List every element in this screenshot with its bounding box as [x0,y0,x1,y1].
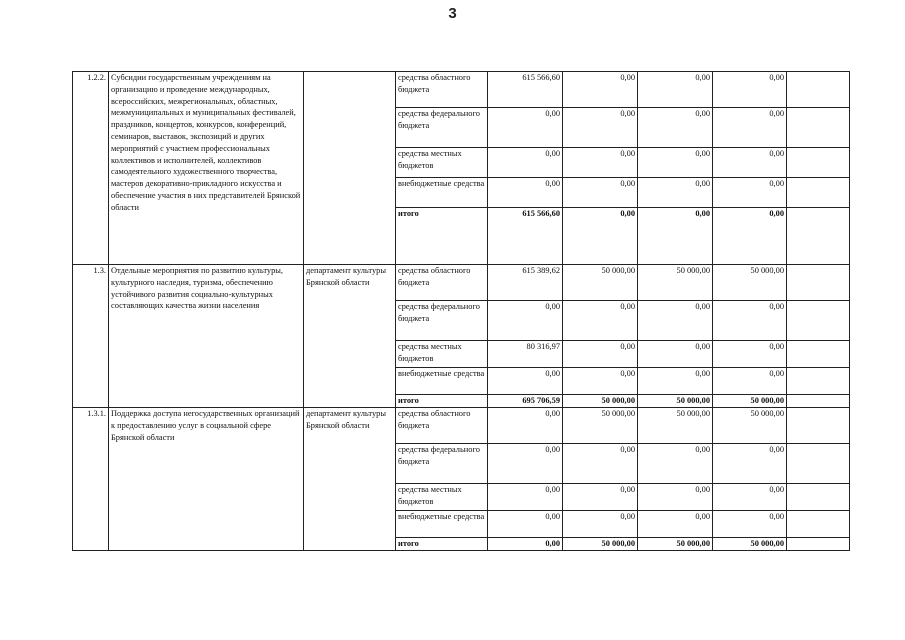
funding-value: 0,00 [488,178,563,208]
funding-value: 0,00 [563,341,638,368]
funding-value: 50 000,00 [638,408,713,444]
funding-source-label: итого [396,538,488,551]
funding-value: 0,00 [488,148,563,178]
funding-value: 0,00 [563,208,638,265]
item-number: 1.3.1. [73,408,109,551]
funding-source-label: средства федерального бюджета [396,301,488,341]
empty-cell [787,108,850,148]
funding-value: 0,00 [488,108,563,148]
funding-value: 0,00 [563,511,638,538]
funding-source-label: средства областного бюджета [396,265,488,301]
funding-value: 0,00 [488,511,563,538]
funding-value: 0,00 [488,444,563,484]
funding-value: 50 000,00 [713,538,787,551]
funding-source-label: средства федерального бюджета [396,444,488,484]
funding-value: 0,00 [638,484,713,511]
empty-cell [787,395,850,408]
item-executor [304,72,396,265]
funding-value: 50 000,00 [713,408,787,444]
funding-value: 0,00 [713,484,787,511]
funding-value: 50 000,00 [563,538,638,551]
funding-value: 50 000,00 [563,408,638,444]
funding-value: 0,00 [488,408,563,444]
empty-cell [787,208,850,265]
funding-source-label: внебюджетные средства [396,511,488,538]
funding-value: 0,00 [638,108,713,148]
item-executor: департамент культуры Брянской области [304,408,396,551]
funding-value: 0,00 [563,148,638,178]
table-row [73,72,850,108]
empty-cell [787,265,850,301]
funding-source-label: средства федерального бюджета [396,108,488,148]
funding-source-label: средства областного бюджета [396,408,488,444]
funding-value: 0,00 [563,484,638,511]
empty-cell [787,301,850,341]
funding-source-label: средства местных бюджетов [396,484,488,511]
funding-value: 0,00 [488,368,563,395]
budget-table [72,71,850,551]
funding-source-label: средства областного бюджета [396,72,488,108]
empty-cell [787,178,850,208]
funding-value: 0,00 [713,368,787,395]
empty-cell [787,484,850,511]
funding-value: 695 706,59 [488,395,563,408]
funding-value: 0,00 [488,538,563,551]
funding-value: 0,00 [638,444,713,484]
funding-value: 0,00 [563,108,638,148]
funding-value: 0,00 [713,341,787,368]
table-row [73,265,850,301]
funding-value: 0,00 [713,511,787,538]
funding-value: 50 000,00 [713,265,787,301]
funding-value: 0,00 [638,72,713,108]
funding-value: 0,00 [563,301,638,341]
item-name: Субсидии государственным учреждениям на организацию и проведение международных, всероссийских, межрегиональных, областных, межмуниципальных и муниципальных фестивалей, праздников, концертов, конкурсов, конференций, семинаров, выставок, экспозиций и других мероприятий с участием профессиональных коллективов и исполнителей, коллективов самодеятельного художественного творчества, мастеров декоративно-прикладного искусства и обеспечение участия в них представителей Брянской области [109,72,304,265]
funding-value: 0,00 [488,484,563,511]
funding-source-label: внебюджетные средства [396,368,488,395]
funding-value: 0,00 [638,368,713,395]
item-name: Отдельные мероприятия по развитию культуры, культурного наследия, туризма, обеспечению устойчивого развития социально-культурных составляющих качества жизни населения [109,265,304,408]
empty-cell [787,341,850,368]
empty-cell [787,444,850,484]
table-row [73,408,850,444]
funding-value: 50 000,00 [563,395,638,408]
funding-value: 0,00 [488,301,563,341]
funding-value: 50 000,00 [638,395,713,408]
funding-value: 50 000,00 [638,538,713,551]
funding-value: 50 000,00 [638,265,713,301]
empty-cell [787,368,850,395]
funding-source-label: итого [396,395,488,408]
funding-value: 0,00 [563,444,638,484]
funding-value: 615 389,62 [488,265,563,301]
funding-value: 0,00 [563,178,638,208]
funding-source-label: итого [396,208,488,265]
empty-cell [787,511,850,538]
funding-value: 0,00 [563,368,638,395]
empty-cell [787,148,850,178]
funding-source-label: средства местных бюджетов [396,341,488,368]
funding-value: 80 316,97 [488,341,563,368]
funding-value: 0,00 [638,178,713,208]
funding-value: 0,00 [713,444,787,484]
item-number: 1.3. [73,265,109,408]
funding-value: 0,00 [713,72,787,108]
page-number: 3 [448,5,457,22]
funding-value: 50 000,00 [713,395,787,408]
funding-value: 0,00 [713,208,787,265]
empty-cell [787,538,850,551]
funding-value: 50 000,00 [563,265,638,301]
funding-value: 0,00 [638,148,713,178]
funding-value: 0,00 [713,178,787,208]
funding-value: 0,00 [563,72,638,108]
funding-value: 0,00 [713,108,787,148]
funding-source-label: внебюджетные средства [396,178,488,208]
item-name: Поддержка доступа негосударственных организаций к предоставлению услуг в социальной сфере Брянской области [109,408,304,551]
empty-cell [787,72,850,108]
funding-value: 615 566,60 [488,208,563,265]
empty-cell [787,408,850,444]
funding-source-label: средства местных бюджетов [396,148,488,178]
funding-value: 0,00 [638,208,713,265]
funding-value: 0,00 [713,148,787,178]
item-executor: департамент культуры Брянской области [304,265,396,408]
item-number: 1.2.2. [73,72,109,265]
funding-value: 0,00 [638,341,713,368]
funding-value: 0,00 [638,301,713,341]
funding-value: 0,00 [638,511,713,538]
funding-value: 0,00 [713,301,787,341]
funding-value: 615 566,60 [488,72,563,108]
